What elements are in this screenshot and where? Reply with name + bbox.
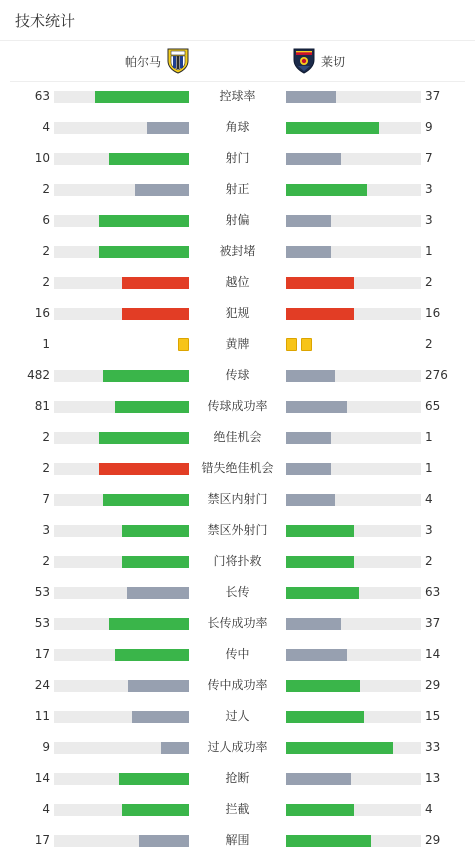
away-bar-track	[286, 835, 421, 847]
home-value: 4	[42, 120, 50, 134]
away-bar-track	[286, 401, 421, 413]
stat-label: 被封堵	[219, 244, 256, 258]
stat-label: 传球	[225, 368, 250, 382]
home-bar-fill	[109, 153, 189, 165]
away-bar-track	[286, 618, 421, 630]
home-bar-track	[54, 680, 189, 692]
away-value: 9	[425, 120, 433, 134]
stat-row	[0, 143, 475, 174]
home-value: 17	[34, 647, 50, 661]
stat-row	[0, 515, 475, 546]
home-bar-fill	[103, 370, 189, 382]
away-bar-track	[286, 122, 421, 134]
home-bar-fill	[99, 432, 189, 444]
stats-list	[0, 81, 475, 856]
away-value: 3	[425, 213, 433, 227]
home-value: 24	[34, 678, 50, 692]
stat-row	[0, 329, 475, 360]
away-bar-fill	[286, 91, 336, 103]
stat-row	[0, 236, 475, 267]
stat-row	[0, 453, 475, 484]
yellow-card-icon	[286, 338, 297, 351]
home-bar-track	[54, 370, 189, 382]
home-value: 53	[34, 585, 50, 599]
home-bar-track	[54, 618, 189, 630]
home-value: 2	[42, 244, 50, 258]
away-team-name: 莱切	[321, 54, 346, 69]
home-bar-track	[54, 246, 189, 258]
stat-row	[0, 267, 475, 298]
stat-label: 传中成功率	[207, 678, 268, 692]
away-bar-fill	[286, 370, 335, 382]
away-bar-fill	[286, 525, 354, 537]
away-bar-fill	[286, 277, 354, 289]
away-bar-fill	[286, 122, 379, 134]
home-bar-fill	[115, 649, 189, 661]
home-value: 4	[42, 802, 50, 816]
stat-row	[0, 608, 475, 639]
home-bar-track	[54, 494, 189, 506]
away-value: 65	[425, 399, 441, 413]
stat-label: 拦截	[225, 802, 250, 816]
away-bar-track	[286, 215, 421, 227]
home-value: 482	[27, 368, 50, 382]
away-bar-fill	[286, 401, 347, 413]
home-value: 17	[34, 833, 50, 847]
stat-label: 长传成功率	[207, 616, 268, 630]
away-bar-track	[286, 184, 421, 196]
away-bar-track	[286, 432, 421, 444]
stat-label: 错失绝佳机会	[201, 461, 274, 475]
stat-row	[0, 546, 475, 577]
home-bar-fill	[122, 308, 190, 320]
stat-row	[0, 670, 475, 701]
stat-row	[0, 422, 475, 453]
home-bar-track	[54, 401, 189, 413]
stat-row	[0, 639, 475, 670]
home-bar-track	[54, 153, 189, 165]
stat-row	[0, 81, 475, 112]
away-value: 1	[425, 430, 433, 444]
away-bar-fill	[286, 463, 331, 475]
away-value: 3	[425, 523, 433, 537]
away-value: 276	[425, 368, 448, 382]
home-bar-fill	[122, 804, 190, 816]
home-bar-track	[54, 649, 189, 661]
stat-label: 绝佳机会	[213, 430, 262, 444]
stat-label: 黄牌	[225, 337, 250, 351]
home-value: 7	[42, 492, 50, 506]
home-bar-fill	[115, 401, 189, 413]
away-value: 33	[425, 740, 441, 754]
home-value: 14	[34, 771, 50, 785]
home-bar-fill	[103, 494, 189, 506]
home-bar-track	[54, 91, 189, 103]
away-bar-fill	[286, 432, 331, 444]
home-bar-fill	[122, 525, 190, 537]
home-value: 2	[42, 461, 50, 475]
home-value: 3	[42, 523, 50, 537]
lecce-crest-icon	[293, 48, 315, 74]
away-value: 16	[425, 306, 441, 320]
stat-label: 控球率	[219, 89, 256, 103]
home-team[interactable]	[125, 41, 189, 81]
home-bar-fill	[99, 246, 189, 258]
home-value: 2	[42, 430, 50, 444]
home-bar-fill	[139, 835, 189, 847]
team-header	[10, 41, 465, 81]
home-bar-fill	[147, 122, 189, 134]
home-value: 2	[42, 554, 50, 568]
home-bar-fill	[122, 277, 190, 289]
stat-label: 长传	[225, 585, 250, 599]
away-value: 63	[425, 585, 441, 599]
stat-row	[0, 763, 475, 794]
home-value: 2	[42, 275, 50, 289]
yellow-card-icon	[178, 338, 189, 351]
away-bar-track	[286, 463, 421, 475]
stat-label: 解围	[225, 833, 250, 847]
away-bar-track	[286, 587, 421, 599]
away-bar-track	[286, 649, 421, 661]
stat-label: 禁区外射门	[207, 523, 268, 537]
stat-label: 禁区内射门	[207, 492, 268, 506]
away-bar-fill	[286, 835, 371, 847]
stat-label: 门将扑救	[213, 554, 262, 568]
page-title: 技术统计	[15, 12, 76, 30]
away-bar-fill	[286, 184, 367, 196]
stat-label: 传球成功率	[207, 399, 268, 413]
home-bar-track	[54, 711, 189, 723]
home-bar-fill	[122, 556, 190, 568]
away-value: 14	[425, 647, 441, 661]
away-bar-track	[286, 370, 421, 382]
home-bar-track	[54, 742, 189, 754]
away-bar-track	[286, 494, 421, 506]
yellow-card-icon	[301, 338, 312, 351]
home-bar-fill	[135, 184, 189, 196]
home-bar-fill	[109, 618, 189, 630]
away-bar-track	[286, 711, 421, 723]
stat-row	[0, 205, 475, 236]
away-value: 37	[425, 616, 441, 630]
away-value: 13	[425, 771, 441, 785]
home-value: 53	[34, 616, 50, 630]
home-bar-track	[54, 587, 189, 599]
home-value: 81	[34, 399, 50, 413]
home-bar-fill	[95, 91, 190, 103]
away-bar-track	[286, 277, 421, 289]
home-bar-track	[54, 525, 189, 537]
home-bar-fill	[99, 463, 189, 475]
home-value: 6	[42, 213, 50, 227]
away-value: 4	[425, 492, 433, 506]
parma-crest-icon	[167, 48, 189, 74]
away-bar-fill	[286, 711, 364, 723]
home-value: 63	[34, 89, 50, 103]
home-bar-track	[54, 184, 189, 196]
away-yellow-cards	[286, 338, 312, 351]
home-bar-track	[54, 122, 189, 134]
home-bar-track	[54, 308, 189, 320]
stat-row	[0, 825, 475, 856]
away-value: 1	[425, 244, 433, 258]
stat-label: 射门	[225, 151, 250, 165]
away-bar-fill	[286, 153, 341, 165]
stat-row	[0, 701, 475, 732]
stat-label: 越位	[225, 275, 250, 289]
away-value: 2	[425, 337, 433, 351]
away-bar-fill	[286, 773, 351, 785]
stat-label: 射偏	[225, 213, 250, 227]
home-bar-fill	[119, 773, 189, 785]
home-yellow-cards	[178, 338, 189, 351]
away-team[interactable]	[293, 41, 345, 81]
stat-row	[0, 577, 475, 608]
home-bar-track	[54, 277, 189, 289]
home-bar-fill	[127, 587, 189, 599]
away-bar-track	[286, 308, 421, 320]
away-value: 29	[425, 833, 441, 847]
home-value: 10	[34, 151, 50, 165]
stat-row	[0, 794, 475, 825]
home-bar-fill	[99, 215, 189, 227]
stat-row	[0, 484, 475, 515]
stat-row	[0, 360, 475, 391]
home-bar-track	[54, 556, 189, 568]
stat-label: 抢断	[225, 771, 250, 785]
stat-label: 传中	[225, 647, 250, 661]
stat-row	[0, 298, 475, 329]
away-value: 15	[425, 709, 441, 723]
away-value: 4	[425, 802, 433, 816]
away-value: 1	[425, 461, 433, 475]
away-bar-fill	[286, 587, 359, 599]
home-bar-track	[54, 432, 189, 444]
home-bar-fill	[161, 742, 189, 754]
home-value: 9	[42, 740, 50, 754]
home-bar-fill	[128, 680, 189, 692]
home-bar-track	[54, 835, 189, 847]
home-bar-fill	[132, 711, 189, 723]
stat-label: 犯规	[225, 306, 250, 320]
home-bar-track	[54, 773, 189, 785]
away-bar-track	[286, 246, 421, 258]
home-bar-track	[54, 804, 189, 816]
stat-label: 角球	[225, 120, 250, 134]
stat-row	[0, 391, 475, 422]
away-value: 3	[425, 182, 433, 196]
away-bar-track	[286, 680, 421, 692]
stat-label: 射正	[225, 182, 250, 196]
home-bar-track	[54, 215, 189, 227]
away-value: 2	[425, 275, 433, 289]
home-team-name: 帕尔马	[124, 54, 161, 69]
away-bar-track	[286, 773, 421, 785]
away-bar-track	[286, 556, 421, 568]
home-value: 1	[42, 337, 50, 351]
home-value: 11	[34, 709, 50, 723]
away-bar-track	[286, 153, 421, 165]
away-value: 29	[425, 678, 441, 692]
away-value: 37	[425, 89, 441, 103]
stat-row	[0, 174, 475, 205]
away-bar-fill	[286, 246, 331, 258]
away-bar-fill	[286, 680, 360, 692]
away-bar-fill	[286, 804, 354, 816]
stat-row	[0, 112, 475, 143]
away-value: 2	[425, 554, 433, 568]
home-value: 2	[42, 182, 50, 196]
stat-label: 过人	[225, 709, 250, 723]
away-value: 7	[425, 151, 433, 165]
stat-label: 过人成功率	[207, 740, 268, 754]
away-bar-fill	[286, 215, 331, 227]
away-bar-fill	[286, 308, 354, 320]
home-value: 16	[34, 306, 50, 320]
away-bar-fill	[286, 556, 354, 568]
stat-row	[0, 732, 475, 763]
home-bar-track	[54, 463, 189, 475]
away-bar-track	[286, 742, 421, 754]
away-bar-track	[286, 525, 421, 537]
away-bar-fill	[286, 618, 341, 630]
away-bar-fill	[286, 649, 347, 661]
away-bar-fill	[286, 494, 335, 506]
away-bar-track	[286, 91, 421, 103]
away-bar-track	[286, 804, 421, 816]
away-bar-fill	[286, 742, 393, 754]
